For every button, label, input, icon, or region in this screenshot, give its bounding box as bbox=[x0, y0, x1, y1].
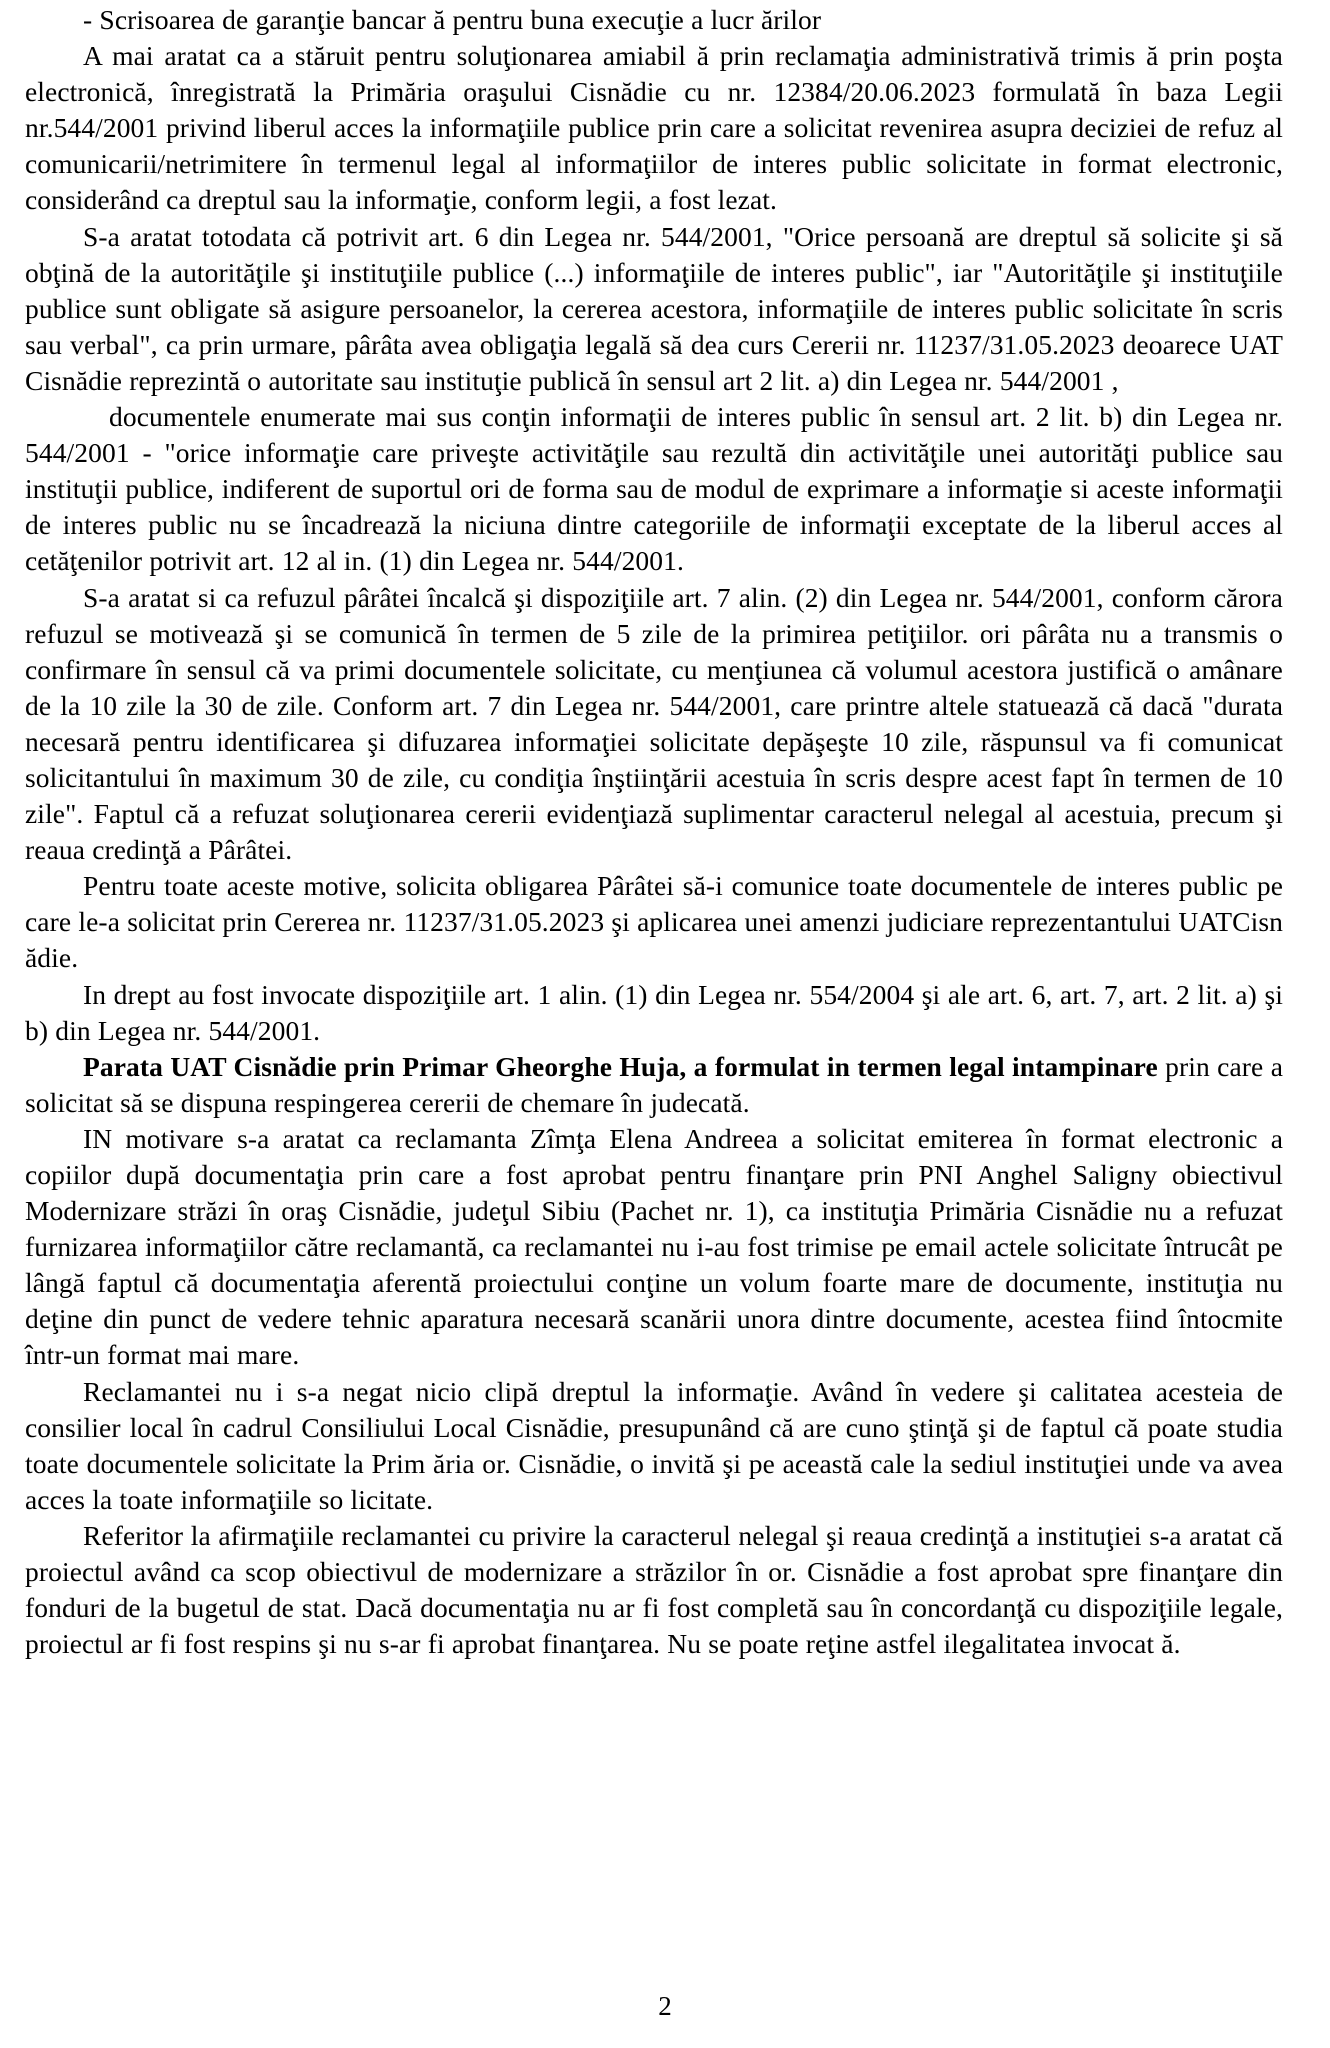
paragraph-s-a-aratat-si-ca: S-a aratat si ca refuzul pârâtei încalcă şi dispoziţiile art. 7 alin. (2) din Legea nr. 544/2001, conform cărora refuzul se motivează şi se comunică în termen de 5 zile de la primirea petiţiilor. ori pârâta nu a transmis o confirmare în sensul că va primi documentele solicitate, cu menţiunea că volumul acestora justifică o amânare de la 10 zile la 30 de zile. Conform art. 7 din Legea nr. 544/2001, care printre altele statuează că dacă "durata necesară pentru identificarea şi difuzarea informaţiei solicitate depăşeşte 10 zile, răspunsul va fi comunicat solicitantului în maximum 30 de zile, cu condiţia înştiinţării acestuia în scris despre acest fapt în termen de 10 zile". Faptul că a refuzat soluţionarea cererii evidenţiază suplimentar caracterul nelegal al acestuia, precum şi reaua credinţă a Pârâtei. bbox=[25, 581, 1283, 866]
paragraph-documentele-enumerate: documentele enumerate mai sus conţin informaţii de interes public în sensul art. 2 lit. b) din Legea nr. 544/2001 - "orice informaţie care priveşte activităţile sau rezultă din activităţile unei autorităţi publice sau instituţii publice, indiferent de suportul ori de forma sau de modul de exprimare a informaţie si aceste informaţii de interes public nu se încadrează la niciuna dintre categoriile de informaţii exceptate de la liberul acces al cetăţenilor potrivit art. 12 al in. (1) din Legea nr. 544/2001. bbox=[25, 401, 1283, 577]
paragraph-parata-uat-cisnadie bbox=[25, 1049, 1283, 1121]
paragraph-parata-uat-cisnadie-rest: prin care a solicitat să se dispuna respingerea cererii de chemare în judecată. bbox=[25, 1050, 1283, 1118]
paragraph-in-drept: In drept au fost invocate dispoziţiile art. 1 alin. (1) din Legea nr. 554/2004 şi ale art. 6, art. 7, art. 2 lit. a) şi b) din Legea nr. 544/2001. bbox=[25, 978, 1283, 1046]
paragraph-in-motivare: IN motivare s-a aratat ca reclamanta Zîmţa Elena Andreea a solicitat emiterea în format electronic a copiilor după documentaţia prin care a fost aprobat pentru finanţare prin PNI Anghel Saligny obiectivul Modernizare străzi în oraş Cisnădie, judeţul Sibiu (Pachet nr. 1), ca instituţia Primăria Cisnădie nu a refuzat furnizarea informaţiilor către reclamantă, ca reclamantei nu i-au fost trimise pe email actele solicitate întrucât pe lângă faptul că documentaţia aferentă proiectului conţine un volum foarte mare de documente, instituţia nu deţine din punct de vedere tehnic aparatura necesară scanării unora dintre documente, acestea fiind întocmite într-un format mai mare. bbox=[25, 1122, 1283, 1371]
bold-run-parata-intampinare: Parata UAT Cisnădie prin Primar Gheorghe Huja, a formulat in termen legal intampinare bbox=[83, 1050, 1158, 1082]
paragraph-pentru-toate-aceste-motive: Pentru toate aceste motive, solicita obligarea Pârâtei să-i comunice toate documentele de interes public pe care le-a solicitat prin Cererea nr. 11237/31.05.2023 şi aplicarea unei amenzi judiciare reprezentantului UATCisn ădie. bbox=[25, 870, 1283, 974]
paragraph-s-a-aratat-totodata: S-a aratat totodata că potrivit art. 6 din Legea nr. 544/2001, "Orice persoană are dreptul să solicite şi să obţină de la autorităţile şi instituţiile publice (...) informaţiile de interes public", iar "Autorităţile şi instituţiile publice sunt obligate să asigure persoanelor, la cererea acestora, informaţiile de interes public solicitate în scris sau verbal", ca prin urmare, pârâta avea obligaţia legală să dea curs Cererii nr. 11237/31.05.2023 deoarece UAT Cisnădie reprezintă o autoritate sau instituţie publică în sensul art 2 lit. a) din Legea nr. 544/2001 , bbox=[25, 220, 1283, 396]
paragraph-scrisoare-garantie: - Scrisoarea de garanţie bancar ă pentru buna execuţie a lucr ărilor bbox=[83, 4, 822, 35]
page-number: 2 bbox=[658, 1991, 672, 2021]
paragraph-referitor-la-afirmatiile: Referitor la afirmaţiile reclamantei cu privire la caracterul nelegal şi reaua credinţă a instituţiei s-a aratat că proiectul având ca scop obiectivul de modernizare a străzilor în or. Cisnădie a fost aprobat spre finanţare din fonduri de la bugetul de stat. Dacă documentaţia nu ar fi fost completă sau în concordanţă cu dispoziţiile legale, proiectul ar fi fost respins şi nu s-ar fi aprobat finanţarea. Nu se poate reţine astfel ilegalitatea invocat ă. bbox=[25, 1519, 1283, 1660]
paragraph-reclamantei-nu-i-s-a-negat: Reclamantei nu i s-a negat nicio clipă dreptul la informaţie. Având în vedere şi calitatea acesteia de consilier local în cadrul Consiliului Local Cisnădie, presupunând că are cuno ştinţă şi de faptul că poate studia toate documentele solicitate la Prim ăria or. Cisnădie, o invită şi pe această cale la sediul instituţiei unde va avea acces la toate informaţiile so licitate. bbox=[25, 1375, 1283, 1515]
paragraph-a-mai-aratat: A mai aratat ca a stăruit pentru soluţionarea amiabil ă prin reclamaţia administrativă trimis ă prin poşta electronică, înregistrată la Primăria oraşului Cisnădie cu nr. 12384/20.06.2023 formulată în baza Legii nr.544/2001 privind liberul acces la informaţiile publice prin care a solicitat revenirea asupra deciziei de refuz al comunicarii/netrimitere în termenul legal al informaţiilor de interes public solicitate in format electronic, considerând ca dreptul sau la informaţie, conform legii, a fost lezat. bbox=[25, 40, 1283, 216]
document-text-body bbox=[25, 2, 1283, 1662]
